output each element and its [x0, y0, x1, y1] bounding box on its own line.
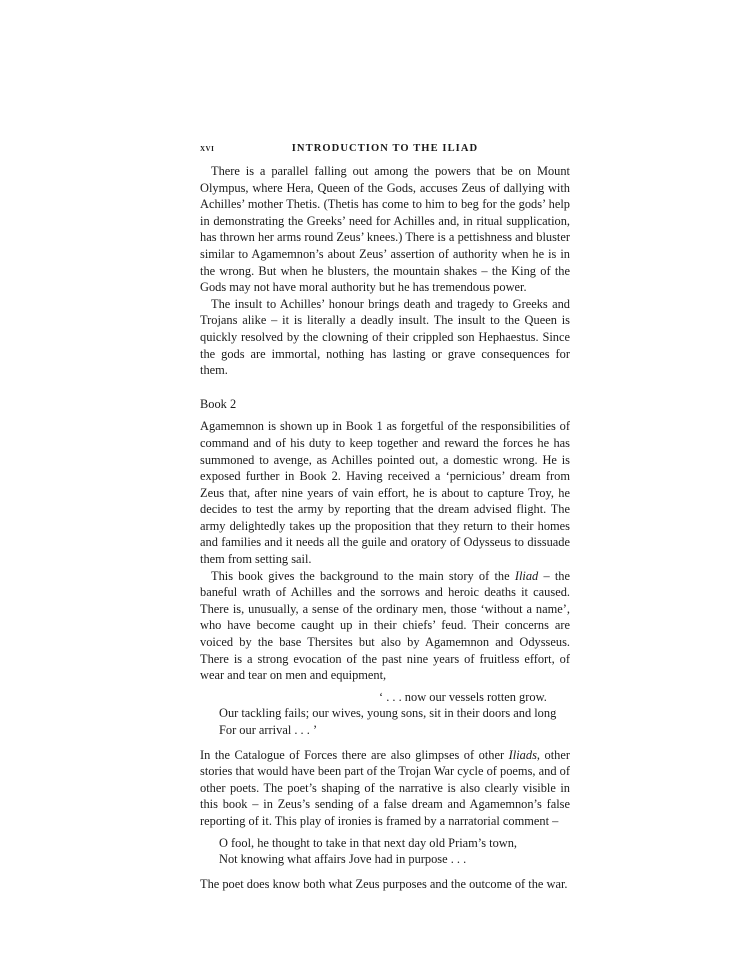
paragraph-background: This book gives the background to the main story of the Iliad – the baneful wrath of Achilles and the sorrows and heroic deaths it caused. There is, unusually, a sense of the ordinary men, those ‘without a name’, who have become caught up in their chiefs’ feud. Their concerns are voiced by the base Thersites but also by Agamemnon and Odysseus. There is a strong evocation of the past nine years of fruitless effort, of wear and tear on men and equipment, — [200, 568, 570, 683]
section-heading-book-2: Book 2 — [200, 396, 237, 411]
paragraph-agamemnon: Agamemnon is shown up in Book 1 as forgetful of the responsibilities of command and of his duty to keep together and reward the forces he has summoned to avenge, as Achilles pointed out, a domestic wrong. He is exposed further in Book 2. Having received a ‘pernicious’ dream from Zeus that, after nine years of vain effort, he is about to capture Troy, he decides to test the army by reporting that the dream advised flight. The army delightedly takes up the proposition that they return to their homes and families and it needs all the guile and oratory of Odysseus to dissuade them from setting sail. — [200, 419, 570, 567]
running-title: INTRODUCTION TO THE ILIAD — [291, 143, 479, 154]
paragraph-insult: The insult to Achilles’ honour brings death and tragedy to Greeks and Trojans alike – it is literally a deadly insult. The insult to the Queen is quickly resolved by the clowning of their crippled son Hephaestus. Since the gods are immortal, nothing has lasting or grave consequences for them. — [200, 296, 570, 378]
paragraph-olympus: There is a parallel falling out among the powers that be on Mount Olympus, where Hera, Queen of the Gods, accuses Zeus of dallying with Achilles’ mother Thetis. (Thetis has come to him to beg for the gods’ help in demonstrating the Greeks’ need for Achilles and, in ritual supplication, has thrown her arms round Zeus’ knees.) There is a pettishness and bluster similar to Agamemnon’s about Zeus’ assertion of authority when he is in the wrong. But when he blusters, the mountain shakes – the King of the Gods may not have moral authority but he has tremendous power. — [200, 164, 570, 295]
book-page — [200, 141, 570, 892]
page-number: xvi — [200, 143, 215, 154]
paragraph-catalogue: In the Catalogue of Forces there are also glimpses of other Iliads, other stories that would have been part of the Trojan War cycle of poems, and of other poets. The poet’s shaping of the narrative is also clearly visible in this book – in Zeus’s sending of a false dream and Agamemnon’s false reporting of it. This play of ironies is framed by a narratorial comment – — [200, 747, 571, 828]
verse-line: O fool, he thought to take in that next day old Priam’s town, — [219, 835, 518, 850]
verse-line: ‘ . . . now our vessels rotten grow. — [379, 689, 547, 704]
title-iliad: Iliad — [514, 568, 539, 583]
title-iliads: Iliads — [508, 747, 537, 762]
verse-line: For our arrival . . . ’ — [219, 723, 318, 737]
verse-line: Our tackling fails; our wives, young sons, sit in their doors and long — [219, 706, 557, 721]
paragraph-conclusion: The poet does know both what Zeus purposes and the outcome of the war. — [200, 876, 568, 891]
running-header — [200, 141, 570, 161]
verse-quote-fool — [219, 835, 570, 868]
verse-line: Not knowing what affairs Jove had in purpose . . . — [219, 852, 467, 867]
verse-quote-vessels — [219, 689, 570, 739]
